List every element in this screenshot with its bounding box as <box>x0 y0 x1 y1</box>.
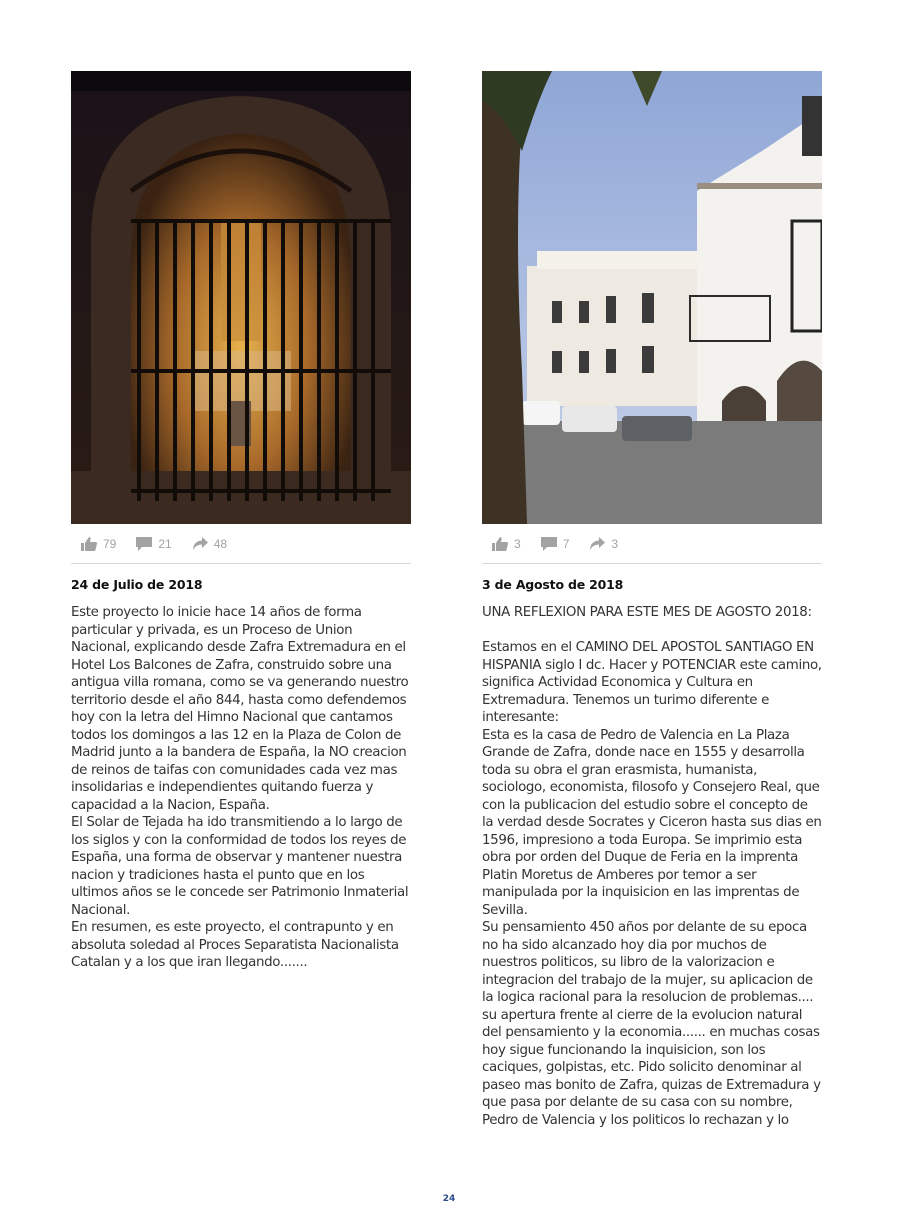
comment-icon <box>541 537 557 551</box>
post-left <box>71 71 411 972</box>
post-date: 3 de Agosto de 2018 <box>482 577 624 592</box>
post-paragraph: Esta es la casa de Pedro de Valencia en La Plaza Grande de Zafra, donde nace en 1555 y desarrolla toda su obra el gran erasmista, humanista, sociologo, economista, filosofo y Consejero Real, que con la publicacion del estudio sobre el concepto de la verdad desde Socrates y Ciceron hasta sus dias en 1596, impresiono a toda Europa. Se imprimio esta obra por orden del Duque de Feria en la imprenta Platin Moretus de Amberes por temor a ser manipulada por la inquisicion en las imprentas de Sevilla. <box>482 727 822 918</box>
share-count: 48 <box>213 536 228 551</box>
comment-stat[interactable] <box>541 537 570 551</box>
like-count: 79 <box>103 536 117 551</box>
share-count: 3 <box>611 536 619 551</box>
post-paragraph: El Solar de Tejada ha ido transmitiendo a lo largo de los siglos y con la conformidad de todos los reyes de España, una forma de observar y mantener nuestra nacion y tradiciones hasta el punto que en los ultimos años se le concede ser Patrimonio Inmaterial Nacional. <box>71 815 409 918</box>
post-stats <box>482 524 822 564</box>
post-date: 24 de Julio de 2018 <box>71 577 203 592</box>
comment-count: 21 <box>158 536 172 551</box>
like-stat[interactable] <box>81 537 116 551</box>
like-stat[interactable] <box>492 537 521 551</box>
page-number: 24 <box>442 1194 456 1204</box>
post-photo-chapel[interactable] <box>71 71 411 524</box>
comment-count: 7 <box>562 536 570 551</box>
post-paragraph: En resumen, es este proyecto, el contrapunto y en absoluta soledad al Proces Separatista Nacionalista Catalan y a los que iran llegando....... <box>71 920 399 970</box>
post-paragraph: Este proyecto lo inicie hace 14 años de forma particular y privada, es un Proceso de Union Nacional, explicando desde Zafra Extremadura en el Hotel Los Balcones de Zafra, construido sobre una antigua villa romana, como se va generando nuestro territorio desde el año 844, hasta como defendemos hoy con la letra del Himno Nacional que cantamos todos los domingos a las 12 en la Plaza de Colon de Madrid junto a la bandera de España, la NO creacion de reinos de taifas con comunidades cada vez mas insolidarias e independientes quitando fuerza y capacidad a la Nacion, España. <box>71 605 409 813</box>
post-paragraph: Su pensamiento 450 años por delante de su epoca no ha sido alcanzado hoy dia por muchos de nuestros politicos, su libro de la valorizacion e integracion del trabajo de la mujer, su aplicacion de la logica racional para la resolucion de problemas.... su apertura frente al cierre de la evolucion natural del pensamiento y la economia...... en muchas cosas hoy sigue funcionando la inquisicion, son los caciques, golpistas, etc. Pido solicito denominar al paseo mas bonito de Zafra, quizas de Extremadura y que pasa por delante de su casa con su nombre, Pedro de Valencia y los politicos lo rechazan y lo <box>482 920 821 1128</box>
share-icon <box>192 537 208 551</box>
post-paragraph: Estamos en el CAMINO DEL APOSTOL SANTIAGO EN HISPANIA siglo I dc. Hacer y POTENCIAR este camino, significa Actividad Economica y Cultura en Extremadura. Tenemos un turimo diferente e interesante: <box>482 640 822 725</box>
comment-stat[interactable] <box>136 537 171 551</box>
like-count: 3 <box>514 536 521 551</box>
share-icon <box>589 537 605 551</box>
paragraph-gap <box>482 622 822 640</box>
post-right <box>482 71 822 1129</box>
post-stats <box>71 524 411 564</box>
thumbs-up-icon <box>492 537 508 551</box>
thumbs-up-icon <box>81 537 97 551</box>
post-body <box>482 604 822 1129</box>
post-body <box>71 604 411 972</box>
post-photo-plaza[interactable] <box>482 71 822 524</box>
post-intro: UNA REFLEXION PARA ESTE MES DE AGOSTO 2018: <box>482 605 812 620</box>
share-stat[interactable] <box>192 537 227 551</box>
share-stat[interactable] <box>589 537 618 551</box>
comment-icon <box>136 537 152 551</box>
